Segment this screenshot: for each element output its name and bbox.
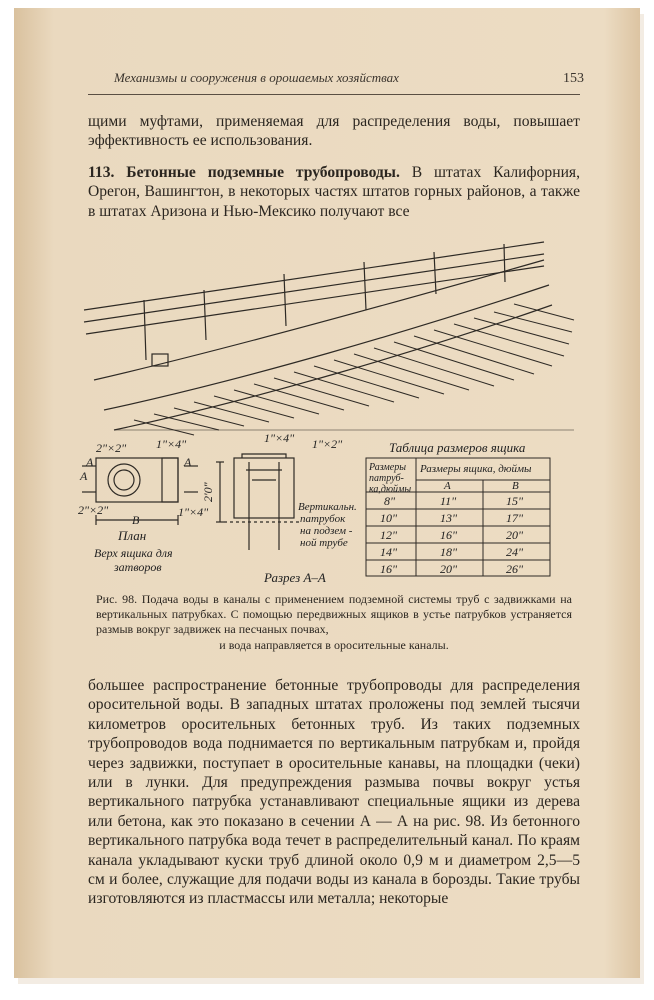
section-text: В штатах Калифорния, Орегон, Вашингтон, в некоторых частях штатов горных районов, а также в штатах Аризона и Нью-Мексико получают все [88,164,580,220]
furrow-pipes [134,304,574,435]
table-cell: 10" [380,511,398,525]
label-box-top-2: затворов [114,560,162,574]
table-col-a: А [444,480,451,492]
label-b: В [132,513,140,527]
table-cell: 24" [506,545,524,559]
book-page [14,8,640,978]
table-cell: 18" [440,545,458,559]
table-rows [380,494,524,576]
label-2x2-side: 2"×2" [78,503,109,517]
table-cell: 26" [506,562,524,576]
page-number: 153 [563,71,584,86]
label-vert-3: на подзем - [300,525,353,537]
paragraph-main: большее распространение бетонные трубопроводы для распределения оросительной воды. В западных штатах проложены под землей тысячи километров оросительных бетонных труб. Из таких подземных трубопроводов вода поднимается по вертикальным патрубкам и, пройдя через задвижки, поступает в оросительные канавы, на площадки (чеки) или в лунки. Для предупреждения размыва почвы вокруг устья вертикального патрубка устанавливают специальные ящики из дерева или бетона, как это показано в сечении А — А на рис. 98. Из бетонного вертикального патрубка вода течет в распределительный канал. По краям канала укладывают куски труб длиной около 0,9 м и диаметром 2,5—5 см и более, служащие для подачи воды из канала в борозды. Такие трубы изготовляются из пластмассы или металла; некоторые [88,677,580,908]
label-vert-2: патрубок [300,513,346,525]
caption-text: Подача воды в каналы с применением подземной системы труб с задвижками на вертикальных патрубках. С помощью передвижных ящиков в устье патрубков устраняется размыв вокруг задвижек на песчаных почвах, [96,592,573,637]
table-cell: 13" [440,511,458,525]
label-1x4-top: 1"×4" [156,437,187,451]
label-sec-1x4: 1"×4" [264,431,295,445]
page-header [114,70,584,87]
label-plan: План [118,528,147,543]
label-sec-1x2: 1"×2" [312,437,343,451]
table-head-box: Размеры ящика, дюймы [420,463,532,475]
caption-label: Рис. 98. [96,592,138,606]
running-title: Механизмы и сооружения в орошаемых хозяйствах [114,70,399,85]
table-cell: 15" [506,494,524,508]
paragraph-top: щими муфтами, применяемая для распределения воды, повышает эффективность ее использования. [88,113,580,150]
label-a1: А [86,455,94,469]
table-cell: 16" [380,562,398,576]
table-cell: 8" [384,494,396,508]
table-cell: 20" [440,562,458,576]
figure-caption [96,592,572,653]
table-col-b: В [512,480,519,492]
caption-last-line: и вода направляется в оросительные каналы. [219,637,449,652]
table-cell: 14" [380,545,398,559]
label-box-top-1: Верх ящика для [94,546,173,560]
label-a3: А [184,455,192,469]
label-1x4-side: 1"×4" [178,505,209,519]
table-cell: 16" [440,528,458,542]
label-2x2-top: 2"×2" [96,441,127,455]
label-section: Разрез А–А [264,570,326,585]
label-a2: А [80,469,88,483]
label-vert-4: ной трубе [300,537,348,549]
section-view [216,454,299,550]
table-cell: 12" [380,528,398,542]
perspective-illustration [84,242,574,430]
table-cell: 11" [440,494,457,508]
table-title: Таблица размеров ящика [389,440,526,455]
table-head-sizes: Размеры патруб-ка,дюймы [369,462,412,495]
header-rule [88,94,580,95]
table-cell: 17" [506,511,524,525]
table-cell: 20" [506,528,524,542]
label-vert-1: Вертикальн. [298,501,357,513]
label-sec-20: 2'0" [201,482,215,502]
section-paragraph [88,163,580,221]
section-title: 113. Бетонные подземные трубопроводы. [88,164,400,181]
figure-98 [74,230,584,590]
